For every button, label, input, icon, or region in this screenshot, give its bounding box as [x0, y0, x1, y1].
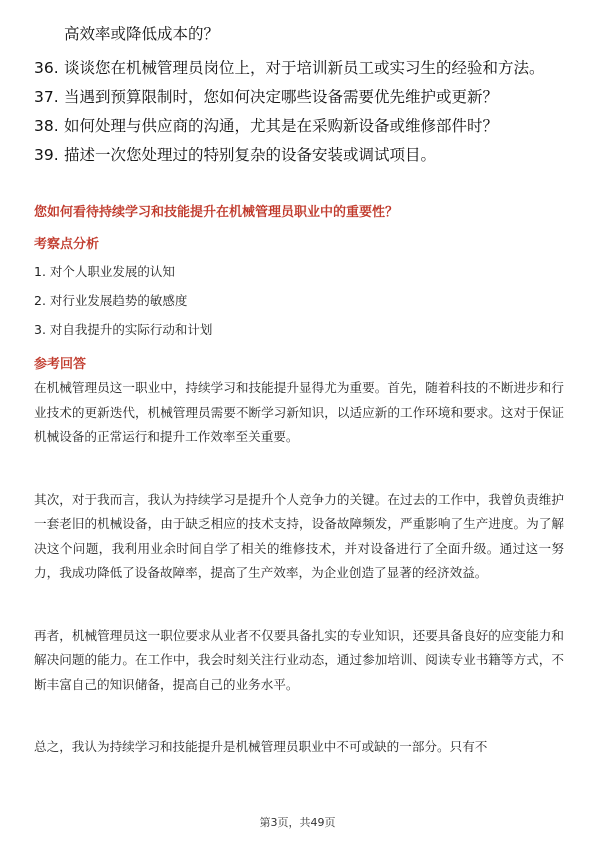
question-list — [34, 56, 564, 172]
question-item — [34, 143, 564, 167]
answer-paragraph: 其次，对于我而言，我认为持续学习是提升个人竞争力的关键。在过去的工作中，我曾负责维护一套老旧的机械设备，由于缺乏相应的技术支持，设备故障频发，严重影响了生产进度。为了解决这个问题，我利用业余时间自学了相关的维修技术，并对设备进行了全面升级。通过这一努力，我成功降低了设备故障率，提高了生产效率，为企业创造了显著的经济效益。 — [34, 491, 564, 580]
answer-paragraph: 在机械管理员这一职业中，持续学习和技能提升显得尤为重要。首先，随着科技的不断进步和行业技术的更新迭代，机械管理员需要不断学习新知识，以适应新的工作环境和要求。这对于保证机械设备的正常运行和提升工作效率至关重要。 — [34, 380, 564, 444]
question-continuation: 高效率或降低成本的？ — [64, 25, 220, 43]
question-number: 37. — [34, 88, 59, 106]
question-number: 38. — [34, 117, 59, 135]
answer-body — [34, 376, 564, 798]
question-text: 描述一次您处理过的特别复杂的设备安装或调试项目。 — [64, 146, 437, 164]
question-number: 36. — [34, 59, 59, 77]
question-item — [34, 114, 564, 138]
question-text: 如何处理与供应商的沟通，尤其是在采购新设备或维修部件时？ — [64, 117, 499, 135]
answer-paragraph: 总之，我认为持续学习和技能提升是机械管理员职业中不可或缺的一部分。只有不 — [34, 739, 488, 754]
analysis-heading: 考察点分析 — [34, 237, 100, 252]
question-text: 当遇到预算限制时，您如何决定哪些设备需要优先维护或更新？ — [64, 88, 499, 106]
answer-heading: 参考回答 — [34, 357, 87, 372]
analysis-point: 1. 对个人职业发展的认知 — [34, 264, 175, 279]
section-title: 您如何看待持续学习和技能提升在机械管理员职业中的重要性？ — [34, 205, 399, 220]
question-item — [34, 85, 564, 109]
question-text: 谈谈您在机械管理员岗位上，对于培训新员工或实习生的经验和方法。 — [64, 59, 545, 77]
answer-paragraph: 再者，机械管理员这一职位要求从业者不仅要具备扎实的专业知识，还要具备良好的应变能力和解决问题的能力。在工作中，我会时刻关注行业动态，通过参加培训、阅读专业书籍等方式，不断丰富自己的知识储备，提高自己的业务水平。 — [34, 627, 564, 692]
analysis-point: 3. 对自我提升的实际行动和计划 — [34, 322, 213, 337]
page-footer: 第3页，共49页 — [259, 816, 336, 829]
question-item — [34, 56, 564, 80]
analysis-point: 2. 对行业发展趋势的敏感度 — [34, 293, 188, 308]
question-number: 39. — [34, 146, 59, 164]
analysis-points — [34, 262, 212, 349]
